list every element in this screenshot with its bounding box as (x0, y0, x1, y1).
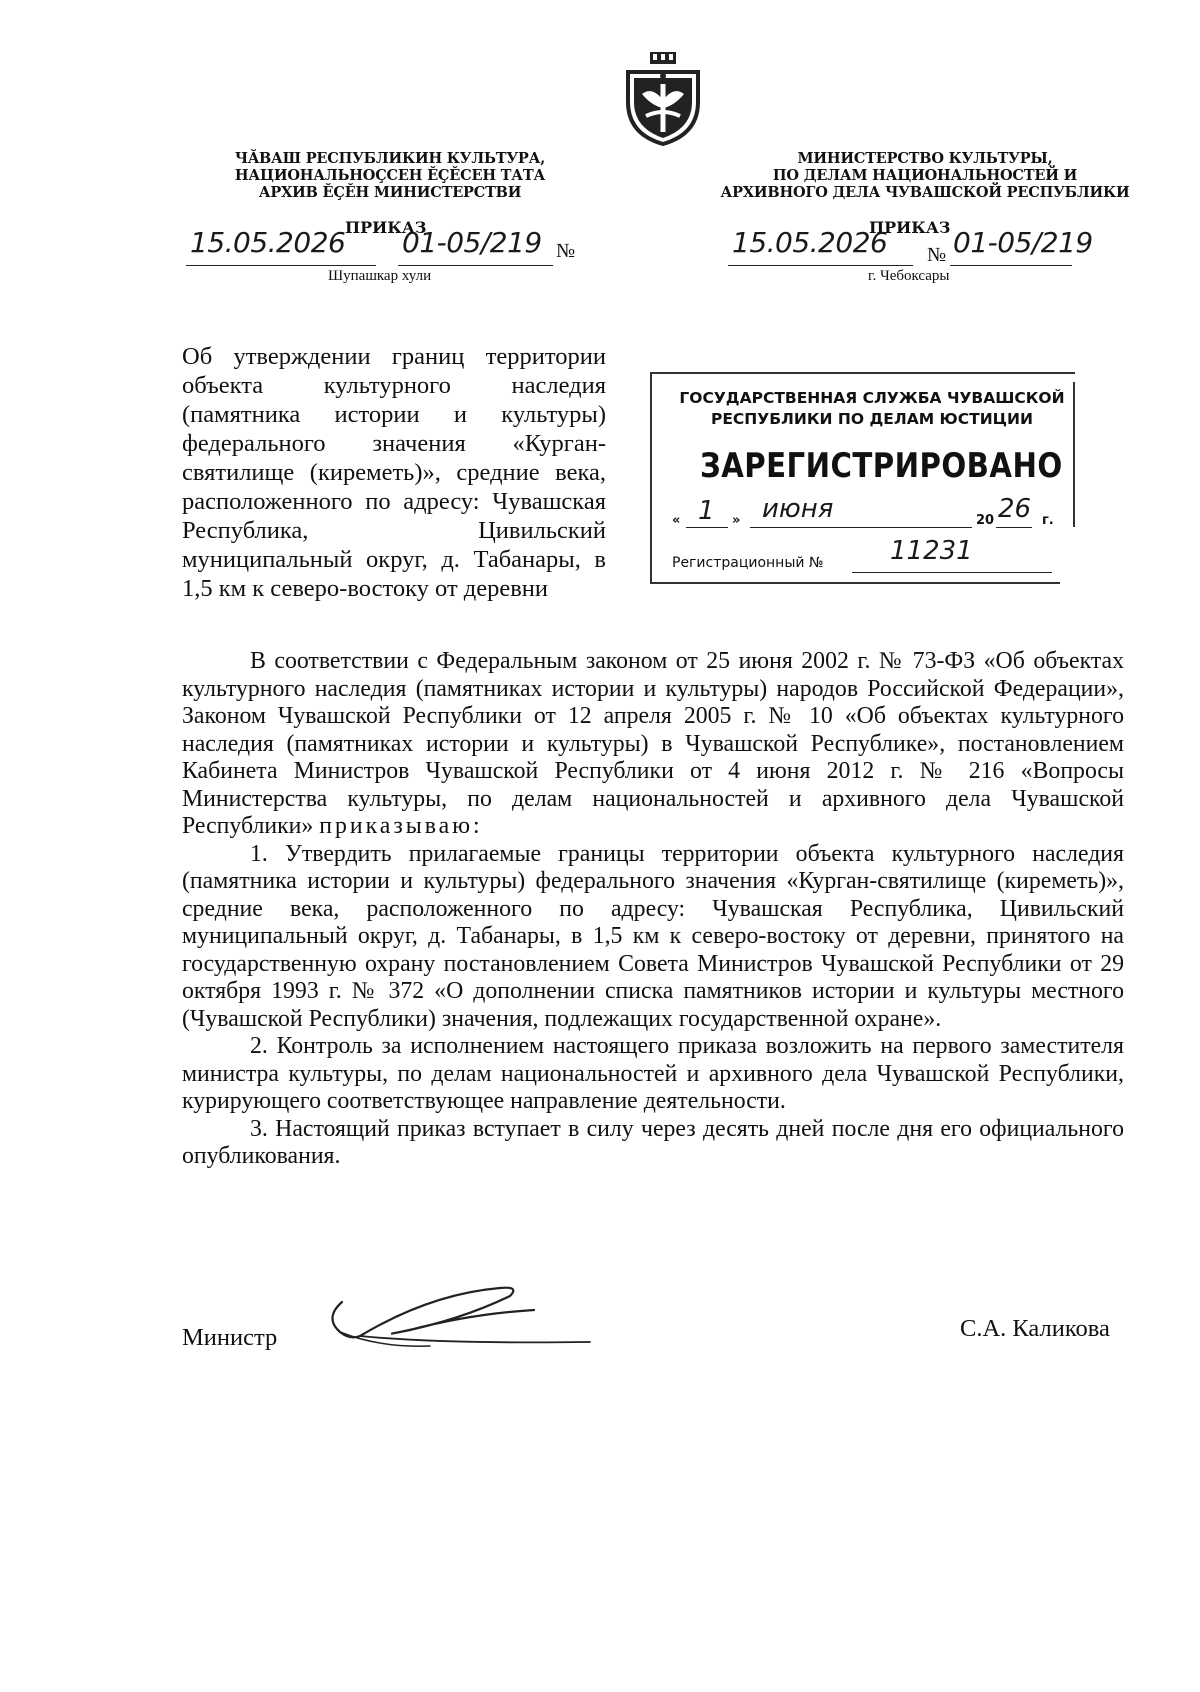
handwritten-signature (320, 1284, 610, 1364)
stamp-reg-number-handwritten: 11231 (890, 536, 973, 566)
stamp-year-suffix: г. (1042, 513, 1054, 528)
underline-date-left (186, 265, 376, 266)
header-left-line-3: АРХИВ ĔÇĔН МИНИСТЕРСТВИ (258, 184, 522, 201)
order-date-right-handwritten: 15.05.2026 (732, 226, 888, 259)
stamp-quote-open: « (672, 513, 681, 528)
order-date-left-handwritten: 15.05.2026 (190, 226, 346, 259)
stamp-organization (672, 388, 1072, 430)
stamp-reg-number-label: Регистрационный № (672, 555, 824, 571)
stamp-org-line-2: РЕСПУБЛИКИ ПО ДЕЛАМ ЮСТИЦИИ (710, 410, 1033, 428)
registration-stamp (650, 372, 1075, 592)
header-left-line-1: ЧĂВАШ РЕСПУБЛИКИН КУЛЬТУРА, (234, 150, 546, 167)
header-right-line-1: МИНИСТЕРСТВО КУЛЬТУРЫ, (797, 150, 1053, 167)
place-left: Шупашкар хули (328, 268, 432, 284)
signatory-name: С.А. Каликова (960, 1315, 1110, 1342)
order-title-right: ПРИКАЗ (869, 218, 951, 237)
underline-date-right (728, 265, 913, 266)
body-paragraph-4: 3. Настоящий приказ вступает в силу через десять дней после дня его официального опубликования. (182, 1115, 1124, 1169)
signatory-title: Министр (182, 1324, 278, 1351)
underline-number-left (398, 265, 553, 266)
header-left-org (190, 150, 590, 201)
stamp-month-underline (750, 527, 972, 528)
stamp-quote-close: » (732, 513, 741, 528)
stamp-year-underline (996, 527, 1032, 528)
underline-number-right (950, 265, 1072, 266)
stamp-border-top (650, 372, 1075, 374)
body-paragraph-2: 1. Утвердить прилагаемые границы территории объекта культурного наследия (памятника истории и культуры) федерального значения «Курган-святилище (киреметь)», средние века, расположенного по адресу: Чувашская Республика, Цивильский муниципальный округ, д. Табанары, в 1,5 км к северо-востоку от деревни, принятого на государственную охрану постановлением Совета Министров Чувашской Республики от 29 октября 1993 г. № 372 «О дополнении списка памятников истории и культуры местного (Чувашской Республики) значения, подлежащих государственной охране». (182, 840, 1124, 1032)
order-subject: Об утверждении границ территории объекта культурного наследия (памятника истории и культуры) федерального значения «Курган-святилище (киреметь)», средние века, расположенного по адресу: Чувашская Республика, Цивильский муниципальный округ, д. Табанары, в 1,5 км к северо-востоку от деревни (182, 343, 606, 602)
body-paragraph-1-text: В соответствии с Федеральным законом от 25 июня 2002 г. № 73-ФЗ «Об объектах культурного наследия (памятниках истории и культуры) народов Российской Федерации», Законом Чувашской Республики от 12 апреля 2005 г. № 10 «Об объектах культурного наследия (памятниках истории и культуры) в Чувашской Республике», постановлением Кабинета Министров Чувашской Республики от 4 июня 2012 г. № 216 «Вопросы Министерства культуры, по делам национальностей и архивного дела Чувашской Республики» (182, 648, 1124, 839)
stamp-year-prefix: 20 (976, 513, 995, 528)
body-paragraph-3: 2. Контроль за исполнением настоящего приказа возложить на первого заместителя министра культуры, по делам национальностей и архивного дела Чувашской Республики, курирующего соответствующее направление деятельности. (182, 1033, 1124, 1114)
header-left-line-2: НАЦИОНАЛЬНОÇСЕН ĔÇĔСЕН ТАТА (234, 167, 546, 184)
number-sign-right: № (927, 244, 947, 266)
order-title-left: ПРИКАЗ (345, 218, 427, 237)
stamp-registered-label: ЗАРЕГИСТРИРОВАНО (700, 446, 1063, 486)
stamp-day-underline (686, 527, 728, 528)
header-right-line-3: АРХИВНОГО ДЕЛА ЧУВАШСКОЙ РЕСПУБЛИКИ (720, 184, 1130, 201)
order-number-left-handwritten: 01-05/219 (402, 226, 542, 259)
stamp-border-left (650, 372, 652, 582)
order-number-right-handwritten: 01-05/219 (953, 226, 1093, 259)
body-paragraph-1 (182, 648, 1124, 841)
stamp-month-handwritten: июня (762, 494, 834, 524)
header-right-line-2: ПО ДЕЛАМ НАЦИОНАЛЬНОСТЕЙ И (772, 167, 1078, 184)
stamp-day-handwritten: 1 (698, 496, 715, 526)
number-sign-left: № (556, 240, 576, 262)
stamp-border-right (1073, 382, 1075, 527)
header-right-org (705, 150, 1145, 201)
place-right: г. Чебоксары (868, 268, 950, 284)
stamp-org-line-1: ГОСУДАРСТВЕННАЯ СЛУЖБА ЧУВАШСКОЙ (679, 389, 1065, 407)
stamp-reg-number-underline (852, 572, 1052, 573)
stamp-year-handwritten: 26 (998, 494, 1032, 524)
stamp-border-bottom (650, 582, 1060, 584)
order-body (182, 648, 1124, 1171)
emblem-icon (620, 50, 706, 146)
order-word: приказываю: (319, 813, 483, 839)
